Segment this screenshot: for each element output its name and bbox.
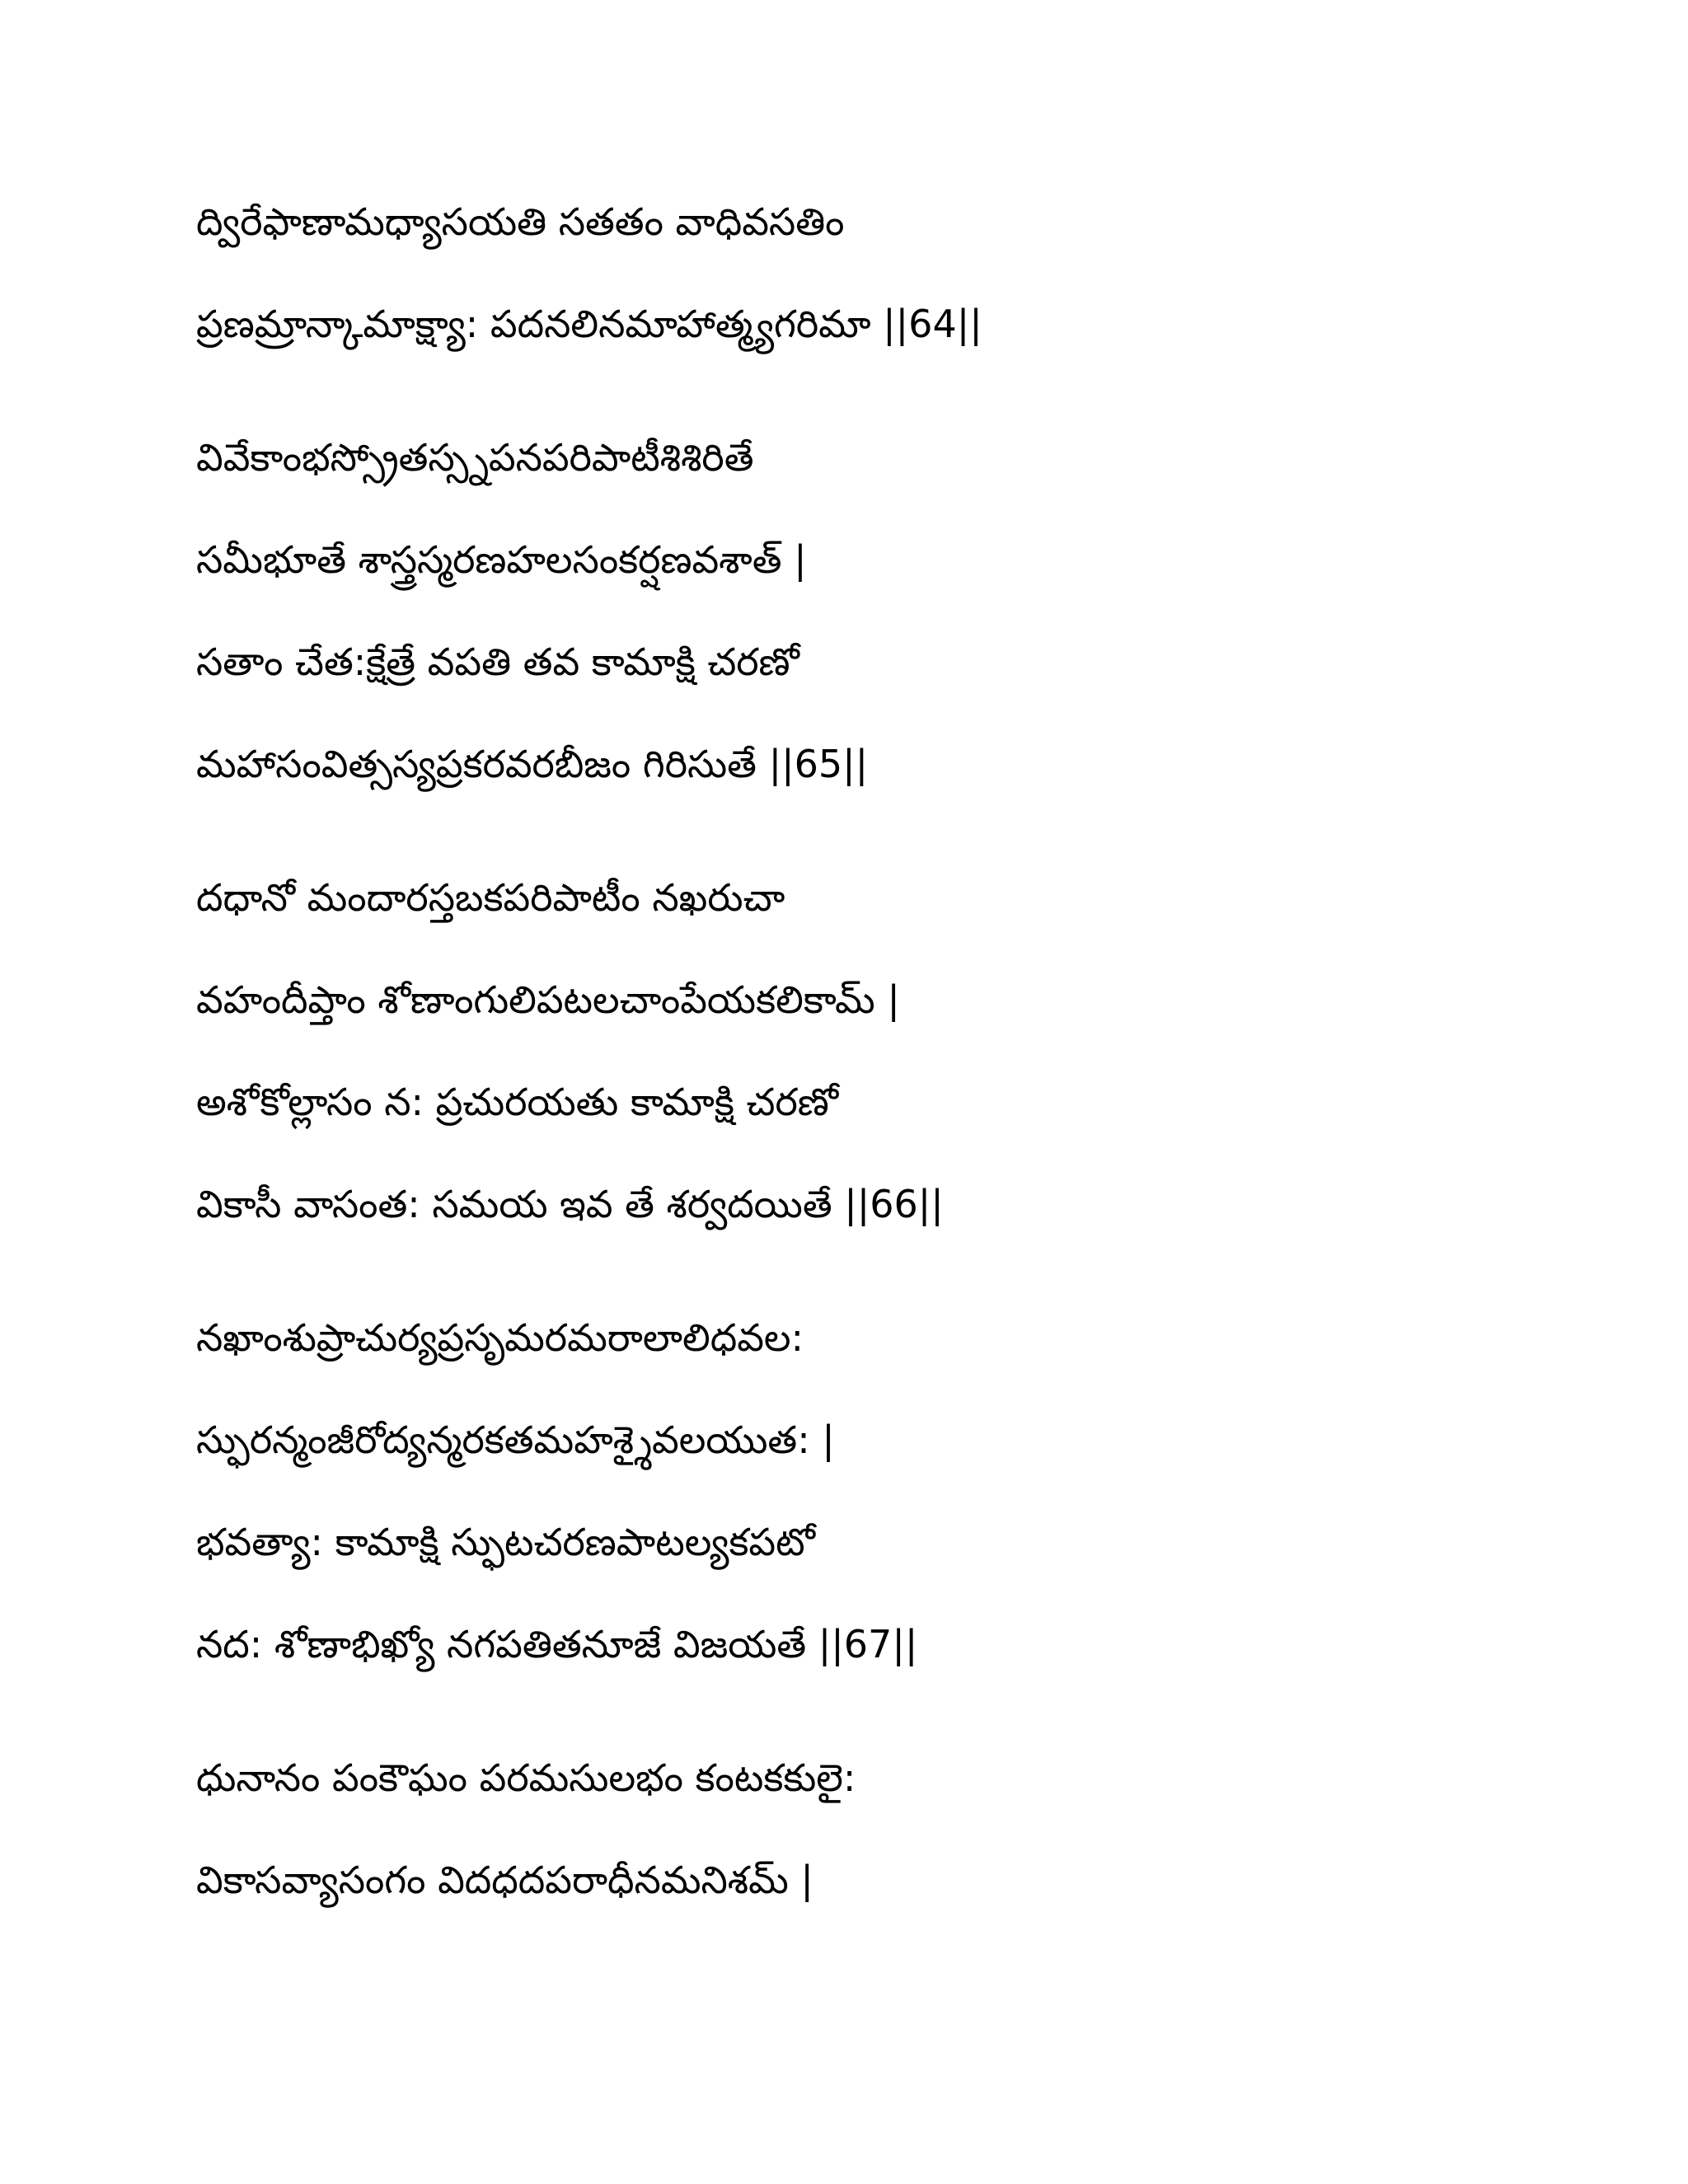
verse-line: స్ఫురన్మంజీరోద్యన్మరకతమహశ్శైవలయుత: | bbox=[196, 1418, 835, 1462]
verse-line: భవత్యా: కామాక్షి స్ఫుటచరణపాటల్యకపటో bbox=[196, 1520, 815, 1564]
verse-line: దధానో మందారస్తబకపరిపాటీం నఖరుచా bbox=[196, 875, 785, 920]
verse-line: మహాసంవిత్సస్యప్రకరవరబీజం గిరిసుతే ||65|| bbox=[196, 742, 869, 786]
verse-line: వివేకాంభస్స్రోతస్స్నపనపరిపాటీశిశిరితే bbox=[196, 435, 754, 480]
verse-line: నద: శోణాభిఖ్యో నగపతితనూజే విజయతే ||67|| bbox=[196, 1622, 918, 1666]
verse-line: అశోకోల్లాసం న: ప్రచురయతు కామాక్షి చరణో bbox=[196, 1080, 838, 1124]
verse-line: వికాసవ్యాసంగం విదధదపరాధీనమనిశమ్ | bbox=[196, 1858, 814, 1902]
verse-line: ప్రణమ్రాన్కామాక్ష్యా: పదనలినమాహాత్మ్యగరిమా ||64|| bbox=[196, 302, 982, 346]
verse-line: వహందీప్తాం శోణాంగులిపటలచాంపేయకలికామ్ | bbox=[196, 977, 900, 1022]
verse-line: సతాం చేత:క్షేత్రే వపతి తవ కామాక్షి చరణో bbox=[196, 640, 799, 684]
verse-text-block bbox=[196, 196, 1515, 1957]
verse-line: ద్విరేఫాణామధ్యాసయతి సతతం వాధివసతిం bbox=[196, 199, 845, 244]
verse-line: ధునానం పంకౌఘం పరమసులభం కంటకకులై: bbox=[196, 1755, 856, 1800]
verse-line: వికాసీ వాసంత: సమయ ఇవ తే శర్వదయితే ||66|| bbox=[196, 1182, 944, 1226]
verse-line: నఖాంశుప్రాచుర్యప్రసృమరమరాలాలిధవల: bbox=[196, 1315, 804, 1360]
verse-line: సమీభూతే శాస్త్రస్మరణహలసంకర్షణవశాత్ | bbox=[196, 537, 807, 582]
